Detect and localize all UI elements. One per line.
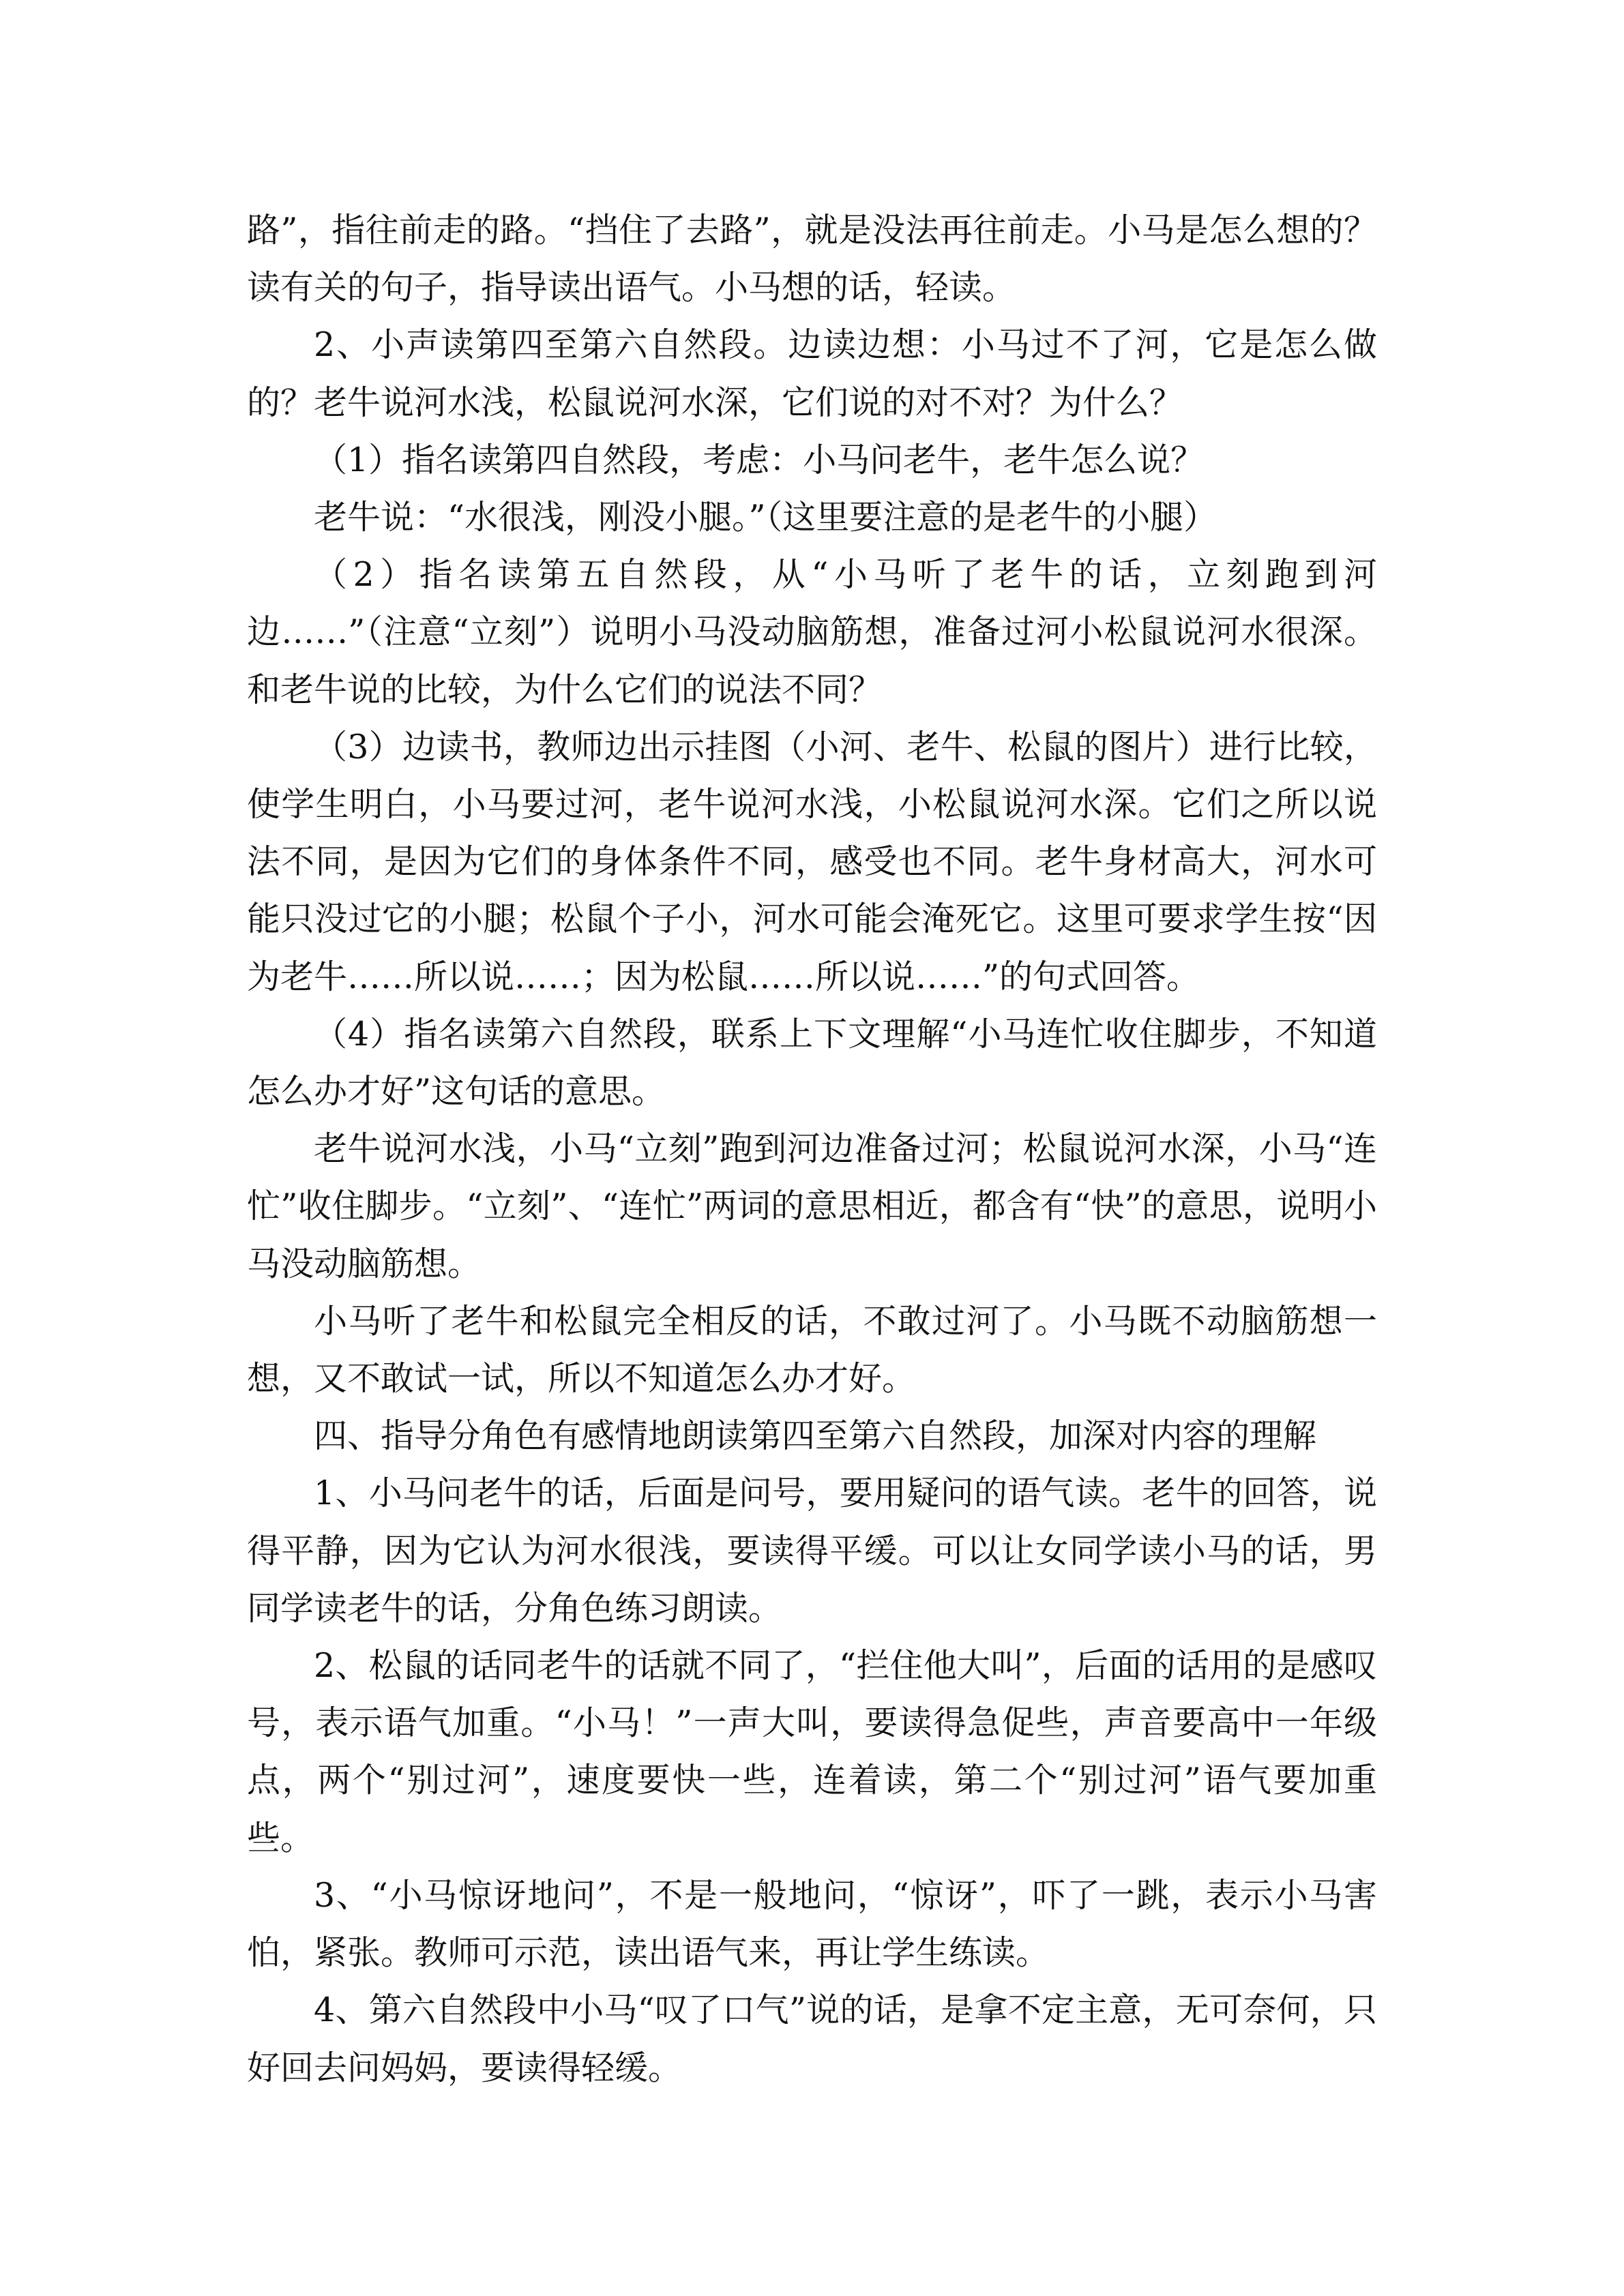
paragraph: 1、小马问老牛的话，后面是问号，要用疑问的语气读。老牛的回答，说得平静，因为它认为河水很浅，要读得平缓。可以让女同学读小马的话，男同学读老牛的话，分角色练习朗读。 [247, 1474, 1377, 1628]
paragraph: （1）指名读第四自然段，考虑：小马问老牛，老牛怎么说？ [314, 440, 1205, 479]
paragraph: 2、小声读第四至第六自然段。边读边想：小马过不了河，它是怎么做的？老牛说河水浅，松鼠说河水深，它们说的对不对？为什么？ [247, 325, 1377, 422]
paragraph: （2）指名读第五自然段，从“小马听了老牛的话，立刻跑到河边……”（注意“立刻”）说明小马没动脑筋想，准备过河小松鼠说河水很深。和老牛说的比较，为什么它们的说法不同？ [247, 555, 1377, 709]
paragraph: 3、“小马惊讶地问”，不是一般地问，“惊讶”，吓了一跳，表示小马害怕，紧张。教师可示范，读出语气来，再让学生练读。 [247, 1875, 1377, 1973]
paragraph: 老牛说：“水很浅，刚没小腿。”（这里要注意的是老牛的小腿） [314, 498, 1217, 537]
document-body [247, 202, 1377, 2097]
paragraph: 4、第六自然段中小马“叹了口气”说的话，是拿不定主意，无可奈何，只好回去问妈妈，要读得轻缓。 [247, 1991, 1377, 2087]
paragraph: 2、松鼠的话同老牛的话就不同了，“拦住他大叫”，后面的话用的是感叹号，表示语气加重。“小马！”一声大叫，要读得急促些，声音要高中一年级点，两个“别过河”，速度要快一些，连着读，第二个“别过河”语气要加重些。 [247, 1646, 1377, 1858]
paragraph: 小马听了老牛和松鼠完全相反的话，不敢过河了。小马既不动脑筋想一想，又不敢试一试，所以不知道怎么办才好。 [247, 1301, 1377, 1399]
paragraph: 老牛说河水浅，小马“立刻”跑到河边准备过河；松鼠说河水深，小马“连忙”收住脚步。“立刻”、“连忙”两词的意思相近，都含有“快”的意思，说明小马没动脑筋想。 [247, 1129, 1377, 1283]
paragraph: 路”，指往前走的路。“挡住了去路”，就是没法再往前走。小马是怎么想的？读有关的句子，指导读出语气。小马想的话，轻读。 [247, 211, 1377, 308]
paragraph: （4）指名读第六自然段，联系上下文理解“小马连忙收住脚步，不知道怎么办才好”这句话的意思。 [247, 1014, 1377, 1112]
paragraph: （3）边读书，教师边出示挂图（小河、老牛、松鼠的图片）进行比较，使学生明白，小马要过河，老牛说河水浅，小松鼠说河水深。它们之所以说法不同，是因为它们的身体条件不同，感受也不同。老牛身材高大，河水可能只没过它的小腿；松鼠个子小，河水可能会淹死它。这里可要求学生按“因为老牛……所以说……；因为松鼠……所以说……”的句式回答。 [247, 727, 1377, 996]
section-heading: 四、指导分角色有感情地朗读第四至第六自然段，加深对内容的理解 [314, 1416, 1317, 1456]
